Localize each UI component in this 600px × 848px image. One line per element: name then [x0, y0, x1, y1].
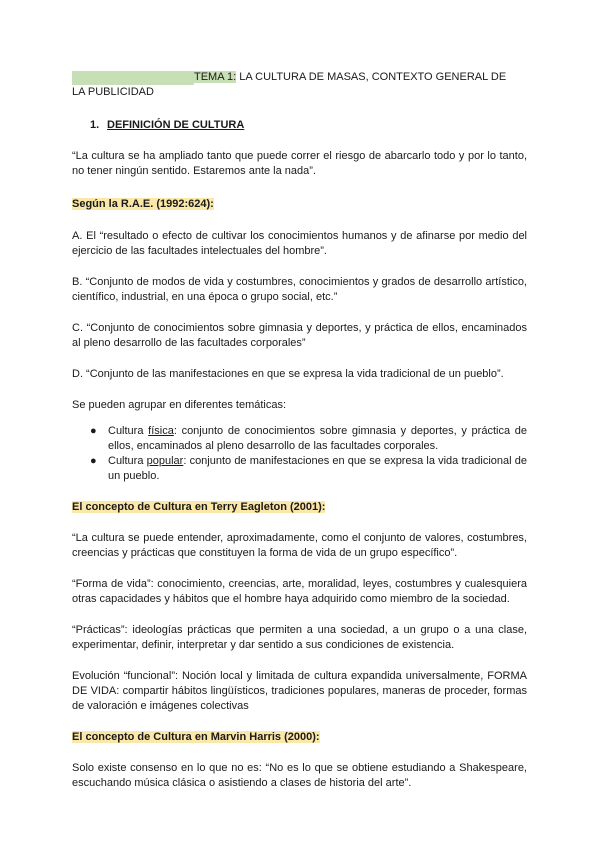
harris-para-1: Solo existe consenso en lo que no es: “No es lo que se obtiene estudiando a Shakespeare, escuchando música clásica o asistiendo a clases de historia del arte”.	[72, 762, 527, 789]
rae-definition-c: C. “Conjunto de conocimientos sobre gimnasia y deportes, y práctica de ellos, encaminados al pleno desarrollo de las facultades corporales”	[72, 322, 527, 349]
harris-heading: El concepto de Cultura en Marvin Harris (2000):	[72, 731, 320, 743]
group-intro: Se pueden agrupar en diferentes temáticas:	[72, 399, 287, 411]
rae-definition-d: D. “Conjunto de las manifestaciones en que se expresa la vida tradicional de un pueblo”.	[72, 368, 504, 380]
eagleton-heading-para	[72, 500, 527, 515]
eagleton-para-1: “La cultura se puede entender, aproximadamente, como el conjunto de valores, costumbres, creencias y prácticas que constituyen la forma de vida de un grupo específico”.	[72, 532, 527, 559]
eagleton-heading: El concepto de Cultura en Terry Eagleton (2001):	[72, 501, 326, 513]
rae-definition-b: B. “Conjunto de modos de vida y costumbres, conocimientos y grados de desarrollo artístico, científico, industrial, en una época o grupo social, etc.”	[72, 276, 527, 303]
page-title	[72, 70, 527, 85]
title-line-2: LA PUBLICIDAD	[72, 86, 154, 98]
section-title: DEFINICIÓN DE CULTURA	[107, 119, 245, 131]
eagleton-para-4: Evolución “funcional”: Noción local y limitada de cultura expandida universalmente, FORMA DE VIDA: compartir hábitos lingüísticos, tradiciones populares, maneras de proceder, formas de valoración e imágenes colectivas	[72, 670, 527, 712]
harris-heading-para	[72, 730, 527, 745]
eagleton-para-2: “Forma de vida”: conocimiento, creencias, arte, moralidad, leyes, costumbres y cualesquiera otras capacidades y hábitos que el hombre haya adquirido como miembro de la sociedad.	[72, 578, 527, 605]
list-item: ● Cultura popular: conjunto de manifestaciones en que se expresa la vida tradicional de un pueblo.	[90, 455, 527, 482]
title-highlight-bar	[72, 71, 194, 85]
bullet-list	[72, 424, 527, 484]
rae-heading: Según la R.A.E. (1992:624):	[72, 198, 214, 210]
list-item: ● Cultura física: conjunto de conocimientos sobre gimnasia y deportes, y práctica de ellos, encaminados al pleno desarrollo de las facultades corporales.	[90, 425, 527, 452]
title-text: LA CULTURA DE MASAS, CONTEXTO GENERAL DE	[236, 71, 507, 83]
rae-definition-a: A. El “resultado o efecto de cultivar los conocimientos humanos y de afinarse por medio del ejercicio de las facultades intelectuales del hombre”.	[72, 230, 527, 257]
rae-heading-para	[72, 197, 527, 212]
bullet-icon: ●	[90, 455, 97, 467]
section-heading	[90, 118, 527, 133]
title-prefix: TEMA 1:	[194, 71, 237, 83]
eagleton-para-3: “Prácticas”: ideologías prácticas que permiten a una sociedad, a un grupo o a una clase, experimentar, definir, interpretar y dar sentido a sus condiciones de existencia.	[72, 624, 527, 651]
term-fisica: física	[148, 425, 174, 437]
intro-quote: “La cultura se ha ampliado tanto que puede correr el riesgo de abarcarlo todo y por lo tanto, no tener ningún sentido. Estaremos ante la nada”.	[72, 150, 527, 177]
section-number: 1.	[90, 119, 100, 131]
term-popular: popular	[146, 455, 184, 467]
bullet-icon: ●	[90, 425, 97, 437]
document-page	[72, 70, 527, 791]
